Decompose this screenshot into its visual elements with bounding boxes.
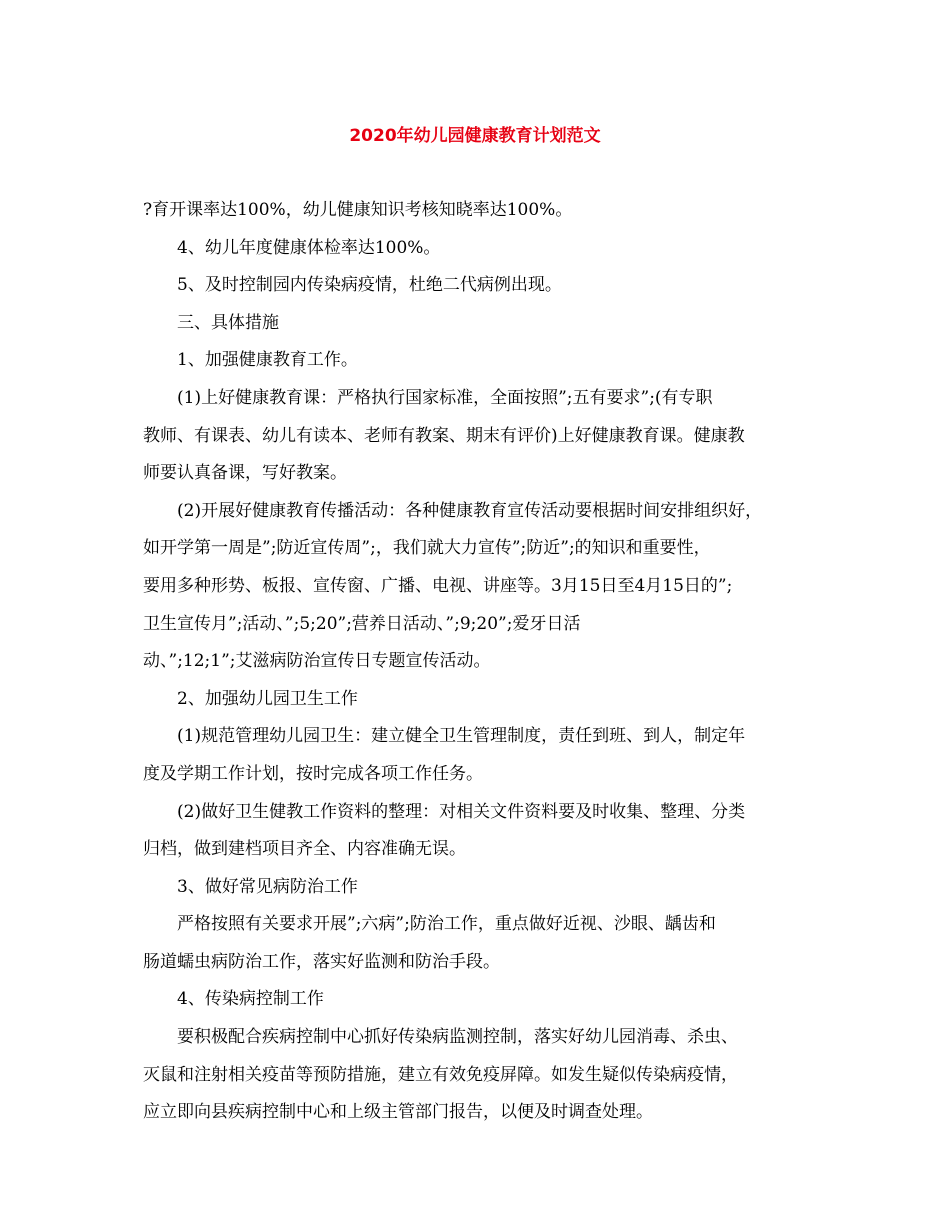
paragraph [143, 493, 809, 681]
paragraph [143, 681, 809, 719]
text-line: 要用多种形势、板报、宣传窗、广播、电视、讲座等。3月15日至4月15日的”; [143, 575, 733, 596]
text-line: 教师、有课表、幼儿有读本、老师有教案、期末有评价)上好健康教育课。健康教 [143, 425, 745, 446]
text-line: 如开学第一周是”;防近宣传周”;，我们就大力宣传”;防近”;的知识和重要性， [143, 538, 711, 559]
text-line: 应立即向县疾病控制中心和上级主管部门报告，以便及时调查处理。 [143, 1102, 653, 1123]
text-line: 5、及时控制园内传染病疫情，杜绝二代病例出现。 [177, 275, 562, 296]
document-body [143, 192, 809, 1132]
text-line: (2)做好卫生健教工作资料的整理：对相关文件资料要及时收集、整理、分类 [177, 801, 746, 822]
paragraph [143, 192, 809, 230]
paragraph [143, 342, 809, 380]
paragraph [143, 230, 809, 268]
paragraph [143, 1019, 809, 1132]
paragraph [143, 380, 809, 493]
paragraph [143, 305, 809, 343]
text-line: 2、加强幼儿园卫生工作 [177, 688, 358, 709]
document-title: 2020年幼儿园健康教育计划范文 [349, 126, 601, 146]
text-line: 动、”;12;1”;艾滋病防治宣传日专题宣传活动。 [143, 651, 491, 672]
paragraph [143, 718, 809, 793]
paragraph [143, 869, 809, 907]
text-line: 卫生宣传月”;活动、”;5;20”;营养日活动、”;9;20”;爱牙日活 [143, 613, 581, 634]
text-line: (1)上好健康教育课：严格执行国家标准，全面按照”;五有要求”;(有专职 [177, 387, 713, 408]
text-line: 肠道蠕虫病防治工作，落实好监测和防治手段。 [143, 951, 500, 972]
text-line: ?育开课率达100%，幼儿健康知识考核知晓率达100%。 [143, 200, 573, 220]
text-line: 三、具体措施 [177, 312, 279, 333]
paragraph [143, 794, 809, 869]
text-line: 度及学期工作计划，按时完成各项工作任务。 [143, 763, 483, 784]
text-line: 3、做好常见病防治工作 [177, 876, 358, 897]
text-line: 4、幼儿年度健康体检率达100%。 [177, 237, 441, 258]
paragraph [143, 981, 809, 1019]
text-line: 1、加强健康教育工作。 [177, 350, 358, 371]
text-line: 严格按照有关要求开展”;六病”;防治工作，重点做好近视、沙眼、龋齿和 [177, 914, 716, 935]
text-line: (1)规范管理幼儿园卫生：建立健全卫生管理制度，责任到班、到人，制定年 [177, 726, 746, 747]
text-line: 归档，做到建档项目齐全、内容准确无误。 [143, 839, 466, 860]
text-line: 4、传染病控制工作 [177, 989, 324, 1010]
paragraph [143, 906, 809, 981]
paragraph [143, 267, 809, 305]
text-line: 师要认真备课，写好教案。 [143, 463, 347, 484]
text-line: 灭鼠和注射相关疫苗等预防措施，建立有效免疫屏障。如发生疑似传染病疫情， [143, 1064, 738, 1085]
text-line: 要积极配合疾病控制中心抓好传染病监测控制，落实好幼儿园消毒、杀虫、 [177, 1027, 738, 1048]
text-line: (2)开展好健康教育传播活动：各种健康教育宣传活动要根据时间安排组织好， [177, 500, 763, 521]
